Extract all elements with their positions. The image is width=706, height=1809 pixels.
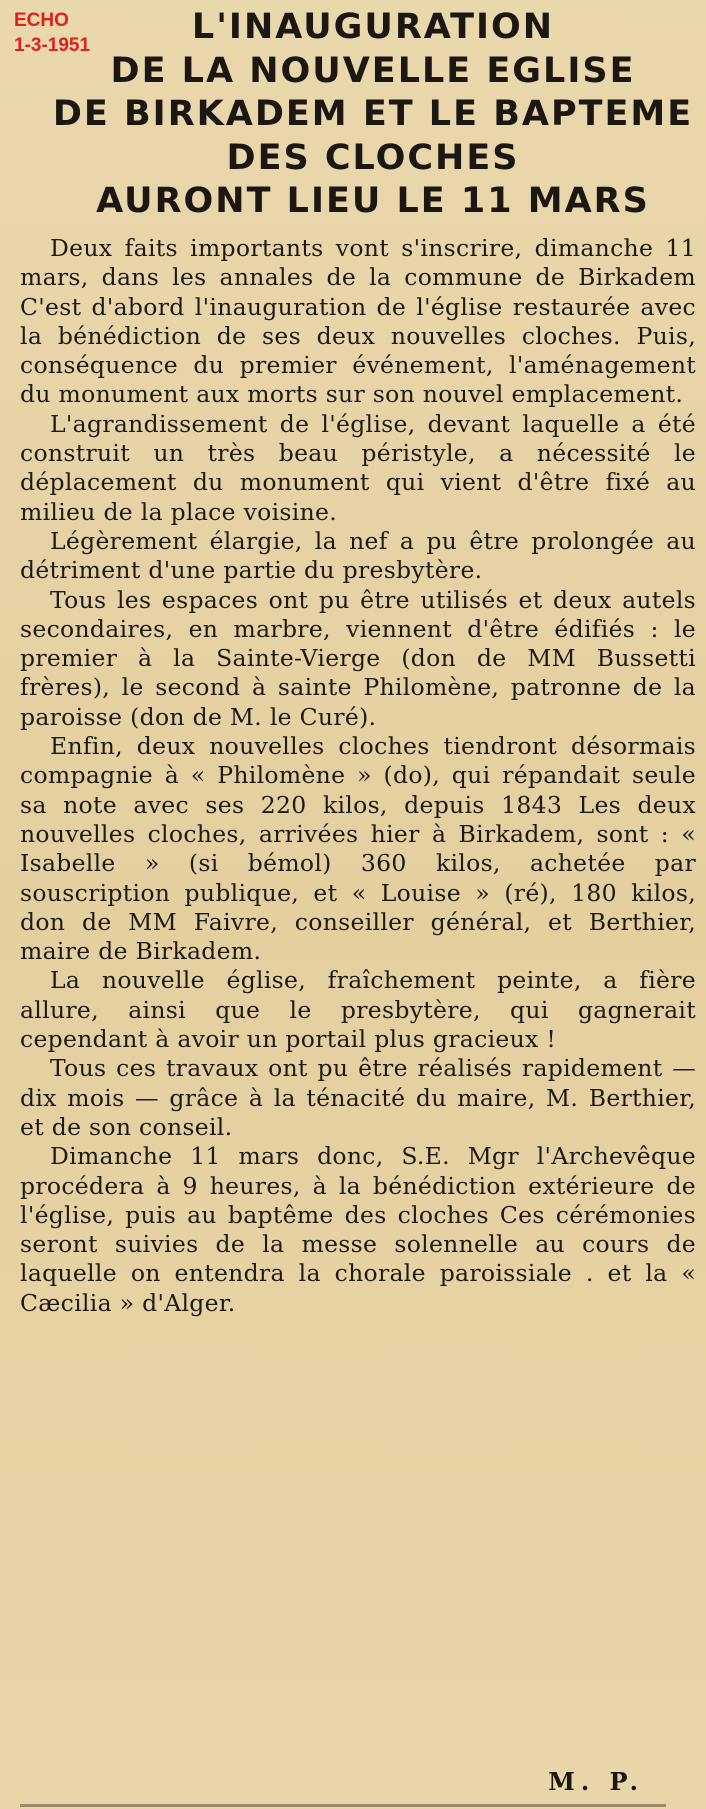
bottom-rule bbox=[20, 1804, 666, 1807]
paragraph-3: Légèrement élargie, la nef a pu être prolongée au détriment d'une partie du presbytère. bbox=[20, 526, 696, 585]
paragraph-1: Deux faits importants vont s'inscrire, dimanche 11 mars, dans les annales de la commune de Birkadem C'est d'abord l'inauguration de l'église restaurée avec la bénédiction de ses deux nouvelles cloches. Puis, conséquence du premier événement, l'aménagement du monument aux morts sur son nouvel emplacement. bbox=[20, 234, 696, 409]
headline-line-5: AURONT LIEU LE 11 MARS bbox=[96, 181, 650, 222]
headline-line-3: DE BIRKADEM ET LE BAPTEME bbox=[52, 94, 694, 135]
headline-line-2: DE LA NOUVELLE EGLISE bbox=[110, 50, 636, 91]
paragraph-8: Dimanche 11 mars donc, S.E. Mgr l'Archevêque procédera à 9 heures, à la bénédiction extérieure de l'église, puis au baptême des cloches Ces cérémonies seront suivies de la messe solennelle au cours de laquelle on entendra la chorale paroissiale . et la « Cæcilia » d'Alger. bbox=[20, 1142, 696, 1317]
paragraph-4: Tous les espaces ont pu être utilisés et deux autels secondaires, en marbre, viennent d'être édifiés : le premier à la Sainte-Vierge (don de MM Bussetti frères), le second à sainte Philomène, patronne de la paroisse (don de M. le Curé). bbox=[20, 585, 696, 731]
paragraph-6: La nouvelle église, fraîchement peinte, a fière allure, ainsi que le presbytère, qui gagnerait cependant à avoir un portail plus gracieux ! bbox=[20, 966, 696, 1054]
article-body bbox=[20, 234, 696, 1318]
paragraph-2: L'agrandissement de l'église, devant laquelle a été construit un très beau péristyle, a nécessité le déplacement du monument qui vient d'être fixé au milieu de la place voisine. bbox=[20, 409, 696, 526]
headline-line-4: DES CLOCHES bbox=[226, 137, 520, 178]
stamp-date: 1-3-1951 bbox=[14, 35, 91, 56]
headline bbox=[40, 6, 706, 224]
stamp-source: ECHO bbox=[14, 10, 69, 31]
paragraph-5: Enfin, deux nouvelles cloches tiendront désormais compagnie à « Philomène » (do), qui répandait seule sa note avec ses 220 kilos, depuis 1843 Les deux nouvelles cloches, arrivées hier à Birkadem, sont : « Isabelle » (si bémol) 360 kilos, achetée par souscription publique, et « Louise » (ré), 180 kilos, don de MM Faivre, conseiller général, et Berthier, maire de Birkadem. bbox=[20, 732, 696, 966]
headline-line-1: L'INAUGURATION bbox=[191, 7, 555, 47]
author-signature: M. P. bbox=[548, 1767, 644, 1796]
paragraph-7: Tous ces travaux ont pu être réalisés rapidement — dix mois — grâce à la ténacité du maire, M. Berthier, et de son conseil. bbox=[20, 1054, 696, 1141]
